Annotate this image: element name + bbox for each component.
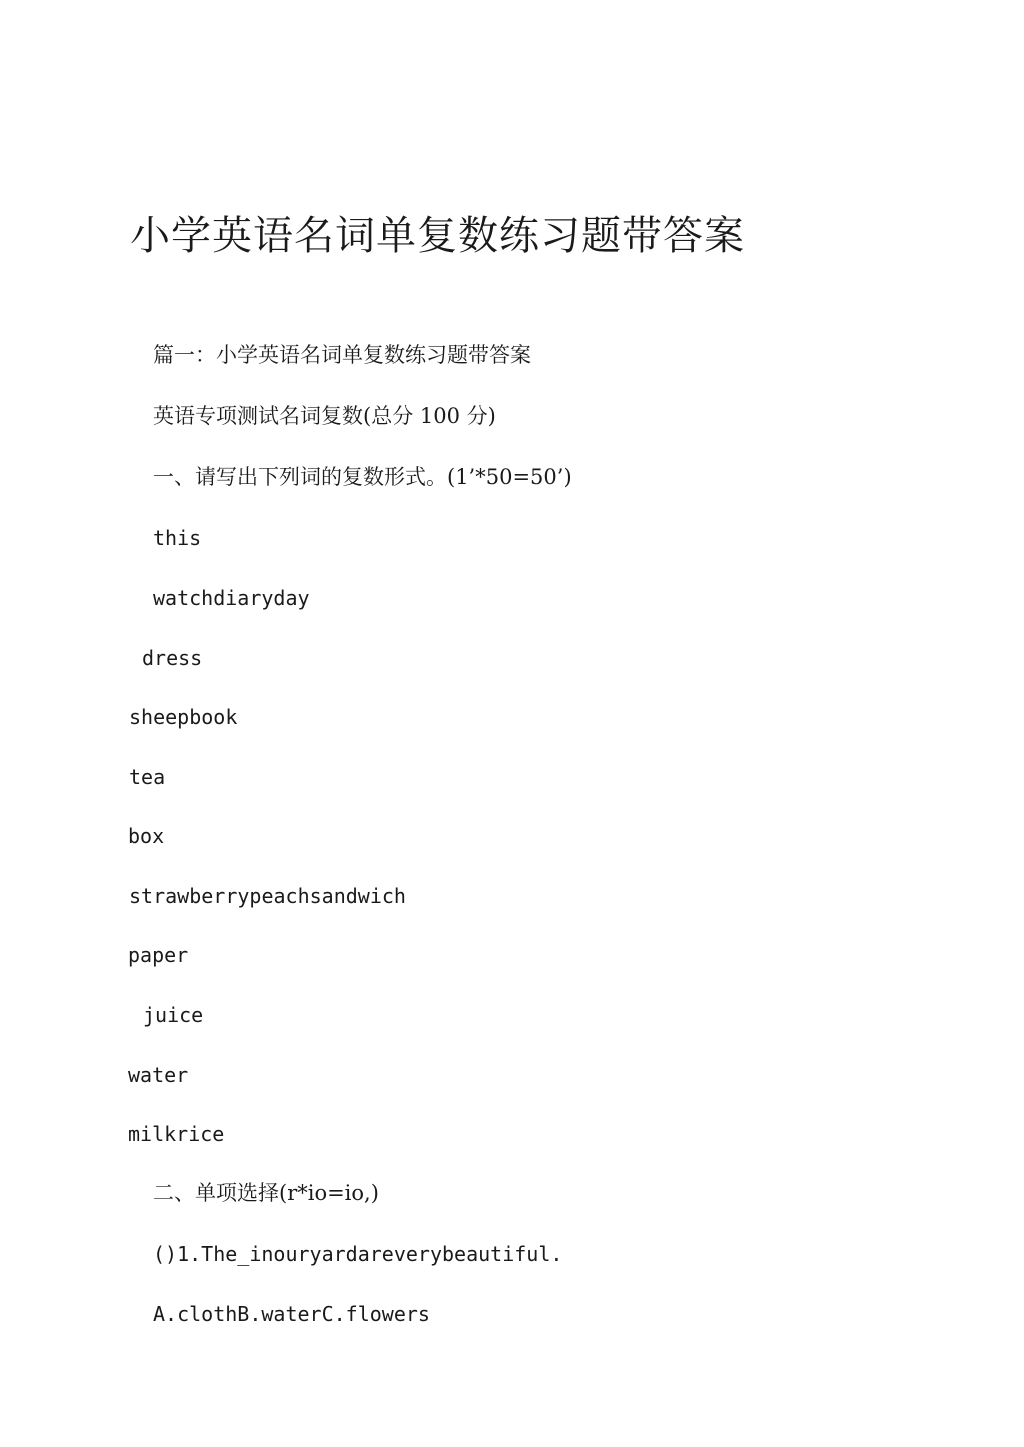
word-item: this [153,526,202,550]
question-item: ()1.The_inouryardareverybeautiful. [153,1242,563,1266]
section-heading-part-one: 篇一：小学英语名词单复数练习题带答案 [153,343,531,367]
word-item: tea [129,765,166,789]
test-subtitle: 英语专项测试名词复数(总分 100 分) [153,404,496,428]
word-item: juice [143,1003,204,1027]
answer-options: A.clothB.waterC.flowers [153,1302,430,1326]
exercise-one-instruction: 一、请写出下列词的复数形式。(1’*50=50’) [153,465,572,489]
exercise-two-instruction: 二、单项选择(r*io=io,) [153,1181,379,1205]
word-item: milkrice [128,1122,225,1146]
word-item: watchdiaryday [153,586,310,610]
word-item: water [128,1063,189,1087]
word-item: dress [142,646,203,670]
word-item: box [128,824,165,848]
word-item: sheepbook [129,705,238,729]
document-title: 小学英语名词单复数练习题带答案 [130,213,745,259]
word-item: strawberrypeachsandwich [129,884,406,908]
word-item: paper [128,943,189,967]
